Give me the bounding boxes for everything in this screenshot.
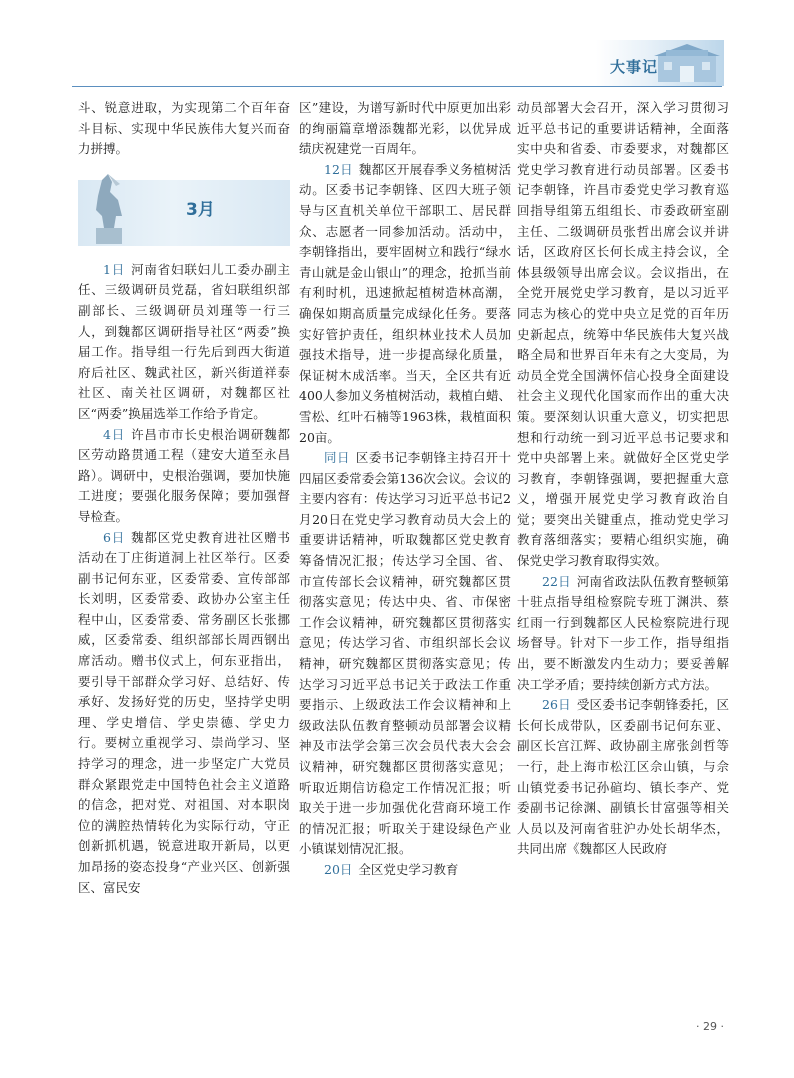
continued-paragraph: 区”建设，为谱写新时代中原更加出彩的绚丽篇章增添魏都光彩，以优异成绩庆祝建党一百周年。 [299, 100, 511, 157]
event-entry [299, 860, 511, 881]
text-column-2 [299, 98, 511, 881]
event-entry [78, 528, 290, 899]
event-date: 26日 [542, 697, 571, 713]
continued-paragraph: 斗、锐意进取，为实现第二个百年奋斗目标、实现中华民族伟大复兴而奋力拼搏。 [78, 100, 290, 157]
header-rule [72, 86, 722, 87]
event-text: 魏都区开展春季义务植树活动。区委书记李朝锋、区四大班子领导与区直机关单位干部职工、居民群众、志愿者一同参加活动。活动中，李朝锋指出，要牢固树立和践行“绿水青山就是金山银山”的理念，抢抓当前有利时机，迅速掀起植树造林高潮，确保如期高质量完成绿化任务。要落实好管护责任，组织林业技术人员加强技术指导，进一步提高绿化质量，保证树木成活率。当天，全区共有近400人参加义务植树活动，栽植白蜡、雪松、红叶石楠等1963株，栽植面积20亩。 [299, 161, 511, 445]
event-text: 受区委书记李朝锋委托，区长何长成带队，区委副书记何东亚、副区长宫江辉、政协副主席张剑哲等一行，赴上海市松江区佘山镇，与佘山镇党委书记孙碹均、镇长李产、党委副书记徐渊、副镇长甘富强等相关人员以及河南省驻沪办处长胡华杰，共同出席《魏都区人民政府 [517, 697, 729, 857]
event-entry [299, 160, 511, 448]
event-entry [299, 448, 511, 860]
event-text: 许昌市市长史根治调研魏都区劳动路贯通工程（建安大道至永昌路）。调研中，史根治强调，要加快施工进度；要强化服务保障；要加强督导检查。 [78, 426, 290, 524]
event-entry [517, 695, 729, 860]
section-title: 大事记 [610, 58, 659, 76]
event-date: 1日 [103, 261, 126, 277]
month-heading [78, 180, 290, 246]
event-entry [517, 572, 729, 696]
section-header [596, 40, 724, 86]
month-label: 3月 [186, 199, 215, 220]
continued-paragraph: 动员部署大会召开，深入学习贯彻习近平总书记的重要讲话精神，全面落实中央和省委、市委要求，对魏都区党史学习教育进行动员部署。区委书记李朝锋，许昌市委党史学习教育巡回指导组第五组组长、市委政研室副主任、二级调研员张哲出席会议并讲话，区政府区长何长成主持会议，全体县级领导出席会议。会议指出，在全党开展党史学习教育，是以习近平同志为核心的党中央立足党的百年历史新起点，统筹中华民族伟大复兴战略全局和世界百年未有之大变局，为动员全党全国满怀信心投身全面建设社会主义现代化国家而作出的重大决策。要深刻认识重大意义，切实把思想和行动统一到习近平总书记要求和党中央部署上来。就做好全区党史学习教育，李朝锋强调，要把握重大意义，增强开展党史学习教育政治自觉；要突出关键重点，推动党史学习教育落细落实；要精心组织实施，确保党史学习教育取得实效。 [517, 100, 729, 569]
event-date: 同日 [324, 450, 350, 466]
event-date: 4日 [103, 426, 126, 442]
event-date: 22日 [542, 573, 571, 589]
event-text: 全区党史学习教育 [358, 861, 459, 877]
text-column-1 [78, 98, 290, 898]
statue-icon [82, 172, 134, 246]
event-date: 6日 [103, 529, 126, 545]
event-text: 河南省政法队伍教育整顿第十驻点指导组检察院专班丁渊洪、蔡红雨一行到魏都区人民检察院进行现场督导。针对下一步工作，指导组指出，要不断激发内生动力；要妥善解决工学矛盾；要持续创新方式方法。 [517, 573, 729, 692]
event-date: 20日 [324, 861, 353, 877]
text-column-3 [517, 98, 729, 860]
event-text: 河南省妇联妇儿工委办副主任、三级调研员党磊，省妇联组织部副部长、三级调研员刘瑾等一行三人，到魏都区调研指导社区“两委”换届工作。指导组一行先后到西大街道府后社区、魏武社区，新兴街道祥泰社区、南关社区调研，对魏都区社区“两委”换届选举工作给予肯定。 [78, 261, 290, 421]
event-text: 魏都区党史教育进社区赠书活动在丁庄街道洞上社区举行。区委副书记何东亚，区委常委、宣传部部长刘明，区委常委、政协办公室主任程中山，区委常委、常务副区长张挪威，区委常委、组织部部长周西钢出席活动。赠书仪式上，何东亚指出，要引导干部群众学习好、总结好、传承好、发扬好党的历史，坚持学史明理、学史增信、学史崇德、学史力行。要树立重视学习、崇尚学习、坚持学习的理念，进一步坚定广大党员群众紧跟党走中国特色社会主义道路的信念，把对党、对祖国、对本职岗位的满腔热情转化为实际行动，守正创新抓机遇，锐意进取开新局，以更加昂扬的姿态投身“产业兴区、创新强区、富民安 [78, 529, 290, 895]
city-gate-icon [652, 42, 722, 84]
event-text: 区委书记李朝锋主持召开十四届区委常委会第136次会议。会议的主要内容有：传达学习习近平总书记2月20日在党史学习教育动员大会上的重要讲话精神，听取魏都区党史教育筹备情况汇报；传达学习全国、省、市宣传部长会议精神，研究魏都区贯彻落实意见；传达中央、省、市保密工作会议精神，研究魏都区贯彻落实意见；传达学习省、市组织部长会议精神，研究魏都区贯彻落实意见；传达学习习近平总书记关于政法工作重要指示、上级政法工作会议精神和上级政法队伍教育整顿动员部署会议精神及市法学会第三次会员代表大会会议精神，研究魏都区贯彻落实意见；听取近期信访稳定工作情况汇报；听取关于进一步加强优化营商环境工作的情况汇报；听取关于建设绿色产业小镇谋划情况汇报。 [299, 450, 511, 857]
event-entry [78, 425, 290, 528]
page-number: · 29 · [696, 1020, 724, 1033]
event-entry [78, 260, 290, 425]
event-date: 12日 [324, 161, 353, 177]
